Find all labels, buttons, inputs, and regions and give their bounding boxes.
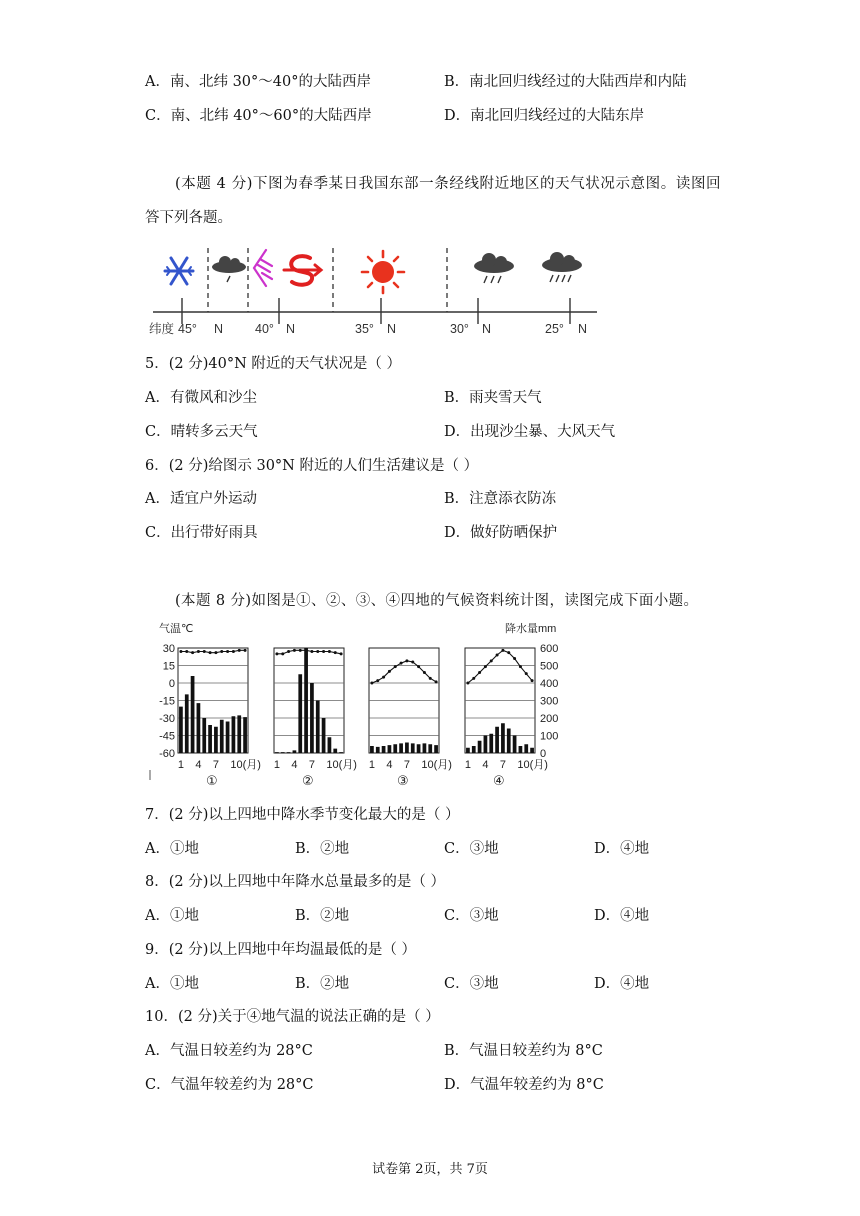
q10-stem: 10．(2 分)关于④地气温的说法正确的是（ ） bbox=[145, 1009, 440, 1025]
tick-label-35-n: N bbox=[387, 322, 397, 336]
precipitation-bar bbox=[388, 745, 392, 753]
precipitation-tick-label: 0 bbox=[540, 748, 547, 760]
precipitation-bar bbox=[226, 722, 230, 754]
month-tick-label: 4 bbox=[482, 759, 489, 771]
temperature-point bbox=[478, 671, 481, 674]
temperature-point bbox=[203, 650, 206, 653]
precipitation-bar bbox=[298, 674, 302, 753]
precipitation-bar bbox=[489, 734, 493, 753]
precipitation-bar bbox=[524, 744, 528, 753]
temperature-point bbox=[281, 652, 284, 655]
precipitation-bar bbox=[220, 720, 224, 753]
q6-option-b: B．注意添衣防冻 bbox=[444, 491, 557, 507]
q9-stem: 9．(2 分)以上四地中年均温最低的是（ ） bbox=[145, 942, 416, 958]
temperature-point bbox=[525, 672, 528, 675]
tick-label-45: 45° bbox=[178, 322, 197, 336]
temperature-point bbox=[429, 677, 432, 680]
temperature-point bbox=[334, 651, 337, 654]
q10-option-c: C．气温年较差约为 28°C bbox=[145, 1077, 314, 1093]
tick-label-25: 25° bbox=[545, 322, 564, 336]
month-tick-label: 10(月) bbox=[230, 759, 261, 771]
tick-label-30: 30° bbox=[450, 322, 469, 336]
month-tick-label: 7 bbox=[403, 759, 411, 771]
q9-option-a: A．①地 bbox=[145, 976, 199, 992]
q5-option-a: A．有微风和沙尘 bbox=[145, 390, 257, 406]
panel-label: ② bbox=[302, 773, 314, 788]
q8-option-c: C．③地 bbox=[444, 908, 499, 924]
precipitation-bar bbox=[513, 736, 517, 754]
section1-intro-cont: 答下列各题。 bbox=[145, 210, 232, 226]
temperature-point bbox=[382, 676, 385, 679]
q6-option-c: C．出行带好雨具 bbox=[145, 525, 258, 541]
temperature-point bbox=[496, 654, 499, 657]
temperature-axis-label: 气温℃ bbox=[159, 623, 194, 635]
section2-intro: (本题 8 分)如图是①、②、③、④四地的气候资料统计图，读图完成下面小题。 bbox=[175, 593, 699, 609]
q6-stem: 6．(2 分)给图示 30°N 附近的人们生活建议是（ ） bbox=[145, 458, 479, 474]
precipitation-bar bbox=[322, 718, 326, 753]
temperature-point bbox=[490, 659, 493, 662]
panel-label: ① bbox=[206, 773, 218, 788]
precipitation-bar bbox=[399, 743, 403, 753]
tick-label-45-n: N bbox=[214, 322, 224, 336]
month-tick-label: 1 bbox=[368, 759, 376, 771]
climate-panel bbox=[465, 648, 548, 788]
q8-option-d: D．④地 bbox=[594, 908, 650, 924]
q9-option-b: B．②地 bbox=[295, 976, 350, 992]
climate-panel bbox=[369, 648, 452, 788]
month-tick-label: 7 bbox=[499, 759, 507, 771]
precipitation-bar bbox=[304, 648, 308, 753]
temperature-point bbox=[244, 649, 247, 652]
q4-option-a: A．南、北纬 30°～40°的大陆西岸 bbox=[145, 74, 371, 90]
climate-chart bbox=[145, 618, 565, 793]
temperature-point bbox=[507, 651, 510, 654]
temperature-point bbox=[531, 679, 534, 682]
precipitation-bar bbox=[376, 747, 380, 753]
precipitation-tick-label: 200 bbox=[540, 713, 559, 725]
temperature-point bbox=[232, 650, 235, 653]
temperature-point bbox=[191, 651, 194, 654]
panel-label: ③ bbox=[397, 773, 409, 788]
precipitation-bar bbox=[214, 727, 218, 753]
temperature-point bbox=[484, 665, 487, 668]
sunny-icon bbox=[362, 251, 404, 293]
tick-label-35: 35° bbox=[355, 322, 374, 336]
precipitation-bar bbox=[275, 752, 279, 753]
month-tick-label: 7 bbox=[212, 759, 220, 771]
temperature-line bbox=[372, 661, 436, 683]
q7-option-b: B．②地 bbox=[295, 841, 350, 857]
temperature-point bbox=[466, 682, 469, 685]
precipitation-bar bbox=[243, 717, 247, 753]
precipitation-bar bbox=[333, 749, 337, 753]
climate-panel bbox=[178, 648, 261, 788]
light-rain-icon bbox=[212, 256, 246, 282]
temperature-tick-label: -15 bbox=[159, 695, 175, 708]
precipitation-bar bbox=[191, 676, 195, 753]
sandstorm-icon bbox=[284, 256, 321, 285]
precipitation-bar bbox=[202, 718, 206, 753]
temperature-point bbox=[214, 651, 217, 654]
temperature-point bbox=[423, 671, 426, 674]
precipitation-bar bbox=[507, 729, 511, 754]
temperature-point bbox=[220, 650, 223, 653]
q5-option-c: C．晴转多云天气 bbox=[145, 424, 258, 440]
q7-option-d: D．④地 bbox=[594, 841, 650, 857]
precipitation-tick-label: 300 bbox=[540, 695, 559, 708]
temperature-point bbox=[472, 677, 475, 680]
precipitation-bar bbox=[428, 744, 432, 753]
temperature-point bbox=[322, 650, 325, 653]
temperature-tick-label: 30 bbox=[162, 643, 175, 655]
q5-option-d: D．出现沙尘暴、大风天气 bbox=[444, 424, 616, 440]
precipitation-bar bbox=[472, 746, 476, 753]
month-tick-label: 1 bbox=[177, 759, 185, 771]
tick-label-25-n: N bbox=[578, 322, 588, 336]
q9-option-d: D．④地 bbox=[594, 976, 650, 992]
temperature-point bbox=[275, 652, 278, 655]
precipitation-bar bbox=[519, 746, 523, 753]
precipitation-bar bbox=[316, 701, 320, 754]
temperature-point bbox=[179, 650, 182, 653]
precipitation-tick-label: 600 bbox=[540, 643, 559, 655]
q4-option-c: C．南、北纬 40°～60°的大陆西岸 bbox=[145, 108, 372, 124]
precipitation-bar bbox=[370, 746, 374, 753]
panel-label: ④ bbox=[493, 773, 505, 788]
temperature-line bbox=[181, 650, 245, 652]
snow-icon bbox=[165, 258, 193, 284]
weather-diagram bbox=[145, 240, 605, 345]
temperature-tick-label: -30 bbox=[159, 713, 175, 725]
precipitation-bar bbox=[417, 744, 421, 753]
tick-label-40: 40° bbox=[255, 322, 274, 336]
climate-panel bbox=[274, 648, 357, 788]
temperature-point bbox=[400, 662, 403, 665]
temperature-point bbox=[197, 650, 200, 653]
temperature-point bbox=[238, 649, 241, 652]
month-tick-label: 7 bbox=[308, 759, 316, 771]
temperature-point bbox=[435, 680, 438, 683]
tick-label-30-n: N bbox=[482, 322, 492, 336]
temperature-point bbox=[340, 652, 343, 655]
q7-stem: 7．(2 分)以上四地中降水季节变化最大的是（ ） bbox=[145, 807, 460, 823]
precipitation-bar bbox=[208, 725, 212, 753]
temperature-point bbox=[305, 649, 308, 652]
precipitation-bar bbox=[328, 737, 332, 753]
temperature-point bbox=[299, 649, 302, 652]
moderate-rain-icon bbox=[474, 253, 514, 283]
temperature-point bbox=[376, 679, 379, 682]
q4-option-d: D．南北回归线经过的大陆东岸 bbox=[444, 108, 645, 124]
temperature-line bbox=[277, 650, 341, 654]
precipitation-bar bbox=[411, 743, 415, 753]
q6-option-d: D．做好防晒保护 bbox=[444, 525, 558, 541]
temperature-point bbox=[417, 665, 420, 668]
temperature-line bbox=[468, 650, 532, 683]
temperature-point bbox=[370, 682, 373, 685]
q8-stem: 8．(2 分)以上四地中年降水总量最多的是（ ） bbox=[145, 874, 445, 890]
precipitation-tick-label: 500 bbox=[540, 660, 559, 673]
temperature-point bbox=[405, 659, 408, 662]
month-tick-label: 1 bbox=[273, 759, 281, 771]
q6-option-a: A．适宜户外运动 bbox=[145, 491, 257, 507]
q10-option-a: A．气温日较差约为 28°C bbox=[145, 1043, 313, 1059]
q5-option-b: B．雨夹雪天气 bbox=[444, 390, 542, 406]
temperature-tick-label: 0 bbox=[168, 678, 175, 690]
q10-option-b: B．气温日较差约为 8°C bbox=[444, 1043, 603, 1059]
month-tick-label: 10(月) bbox=[421, 759, 452, 771]
temperature-point bbox=[513, 657, 516, 660]
precipitation-bar bbox=[530, 748, 534, 753]
precipitation-axis-label: 降水量mm bbox=[505, 623, 557, 635]
temperature-tick-label: -60 bbox=[159, 748, 175, 760]
temperature-point bbox=[519, 665, 522, 668]
q5-stem: 5．(2 分)40°N 附近的天气状况是（ ） bbox=[145, 356, 401, 372]
precipitation-bar bbox=[237, 715, 241, 753]
latitude-prefix: 纬度 bbox=[149, 322, 175, 336]
precipitation-bar bbox=[405, 743, 409, 754]
precipitation-bar bbox=[501, 723, 505, 753]
precipitation-bar bbox=[495, 727, 499, 753]
month-tick-label: 10(月) bbox=[326, 759, 357, 771]
precipitation-bar bbox=[423, 743, 427, 753]
temperature-point bbox=[328, 650, 331, 653]
temperature-tick-label: 15 bbox=[162, 660, 175, 673]
precipitation-bar bbox=[197, 703, 201, 753]
q8-option-a: A．①地 bbox=[145, 908, 199, 924]
month-tick-label: 4 bbox=[195, 759, 202, 771]
precipitation-bar bbox=[232, 716, 236, 753]
precipitation-bar bbox=[484, 736, 488, 754]
month-tick-label: 4 bbox=[386, 759, 393, 771]
q8-option-b: B．②地 bbox=[295, 908, 350, 924]
q9-option-c: C．③地 bbox=[444, 976, 499, 992]
precipitation-tick-label: 400 bbox=[540, 678, 559, 690]
temperature-point bbox=[310, 650, 313, 653]
section1-intro: (本题 4 分)下图为春季某日我国东部一条经线附近地区的天气状况示意图。读图回 bbox=[175, 176, 722, 192]
precipitation-bar bbox=[179, 707, 183, 753]
tick-label-40-n: N bbox=[286, 322, 296, 336]
precipitation-bar bbox=[185, 694, 189, 753]
precipitation-bar bbox=[310, 683, 314, 753]
precipitation-bar bbox=[466, 748, 470, 753]
temperature-point bbox=[293, 649, 296, 652]
temperature-point bbox=[209, 651, 212, 654]
temperature-point bbox=[316, 650, 319, 653]
precipitation-bar bbox=[293, 750, 297, 753]
page-footer: 试卷第 2页，共 7页 bbox=[372, 1162, 488, 1177]
temperature-point bbox=[501, 649, 504, 652]
temperature-point bbox=[388, 670, 391, 673]
precipitation-tick-label: 100 bbox=[540, 730, 559, 743]
temperature-point bbox=[185, 650, 188, 653]
precipitation-bar bbox=[434, 745, 438, 753]
q7-option-a: A．①地 bbox=[145, 841, 199, 857]
precipitation-bar bbox=[287, 752, 291, 753]
q10-option-d: D．气温年较差约为 8°C bbox=[444, 1077, 604, 1093]
precipitation-bar bbox=[281, 752, 285, 753]
precipitation-bar bbox=[478, 741, 482, 753]
month-tick-label: 1 bbox=[464, 759, 472, 771]
temperature-point bbox=[411, 661, 414, 664]
dust-icon bbox=[254, 250, 272, 286]
month-tick-label: 10(月) bbox=[517, 759, 548, 771]
precipitation-bar bbox=[382, 746, 386, 753]
temperature-point bbox=[287, 650, 290, 653]
q4-option-b: B．南北回归线经过的大陆西岸和内陆 bbox=[444, 74, 687, 90]
heavy-rain-icon bbox=[542, 252, 582, 282]
q7-option-c: C．③地 bbox=[444, 841, 499, 857]
precipitation-bar bbox=[339, 752, 343, 753]
temperature-point bbox=[226, 650, 229, 653]
temperature-point bbox=[394, 665, 397, 668]
precipitation-bar bbox=[393, 744, 397, 753]
temperature-tick-label: -45 bbox=[159, 730, 175, 743]
month-tick-label: 4 bbox=[291, 759, 298, 771]
